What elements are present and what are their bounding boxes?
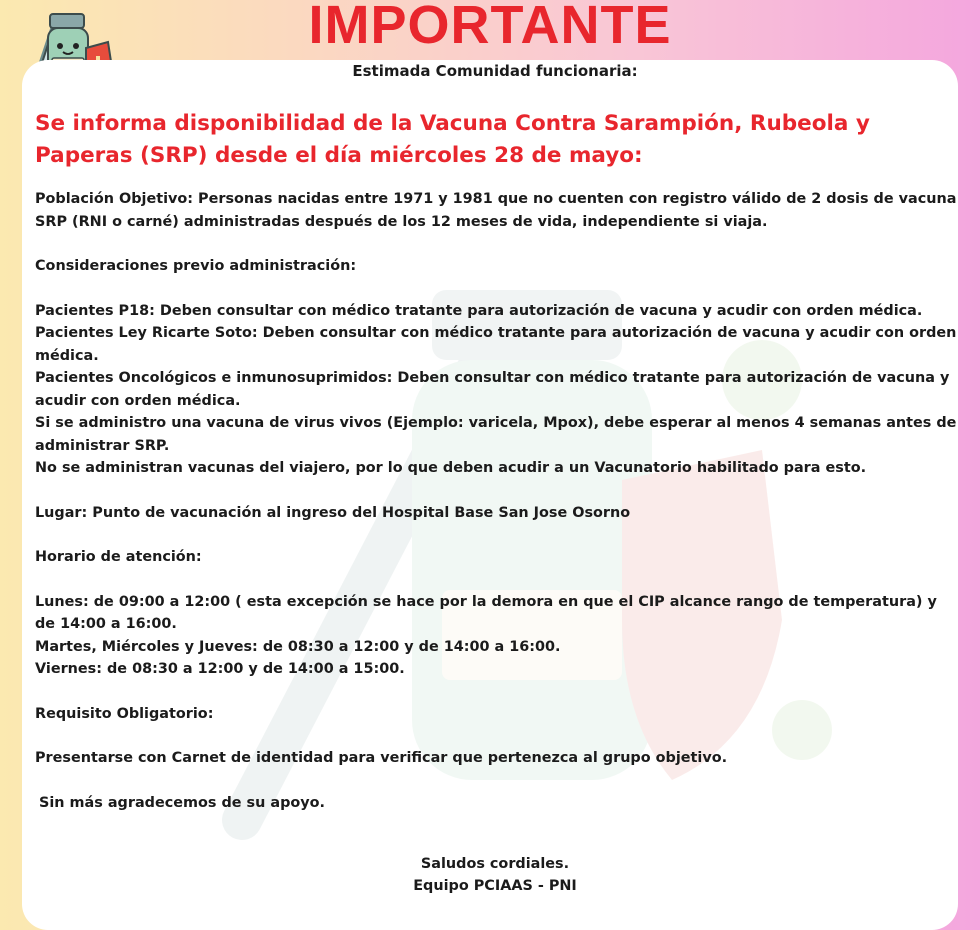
closing-greeting: Saludos cordiales. <box>420 856 570 872</box>
thanks-line: Sin más agradecemos de su apoyo. <box>39 794 325 811</box>
consideration-item: Pacientes Ley Ricarte Soto: Deben consultar con médico tratante para autorización de vacuna y acudir con orden médica. <box>35 325 957 364</box>
consideration-item: Pacientes Oncológicos e inmunosuprimidos: Deben consultar con médico tratante para autorización de vacuna y acudir con orden médica. <box>35 370 950 409</box>
notice-body <box>35 188 960 814</box>
signature: Equipo PCIAAS - PNI <box>413 878 577 894</box>
schedule-heading: Horario de atención: <box>35 549 202 565</box>
signoff <box>0 853 980 897</box>
considerations-heading: Consideraciones previo administración: <box>35 258 357 274</box>
schedule-item: Viernes: de 08:30 a 12:00 y de 14:00 a 15:00. <box>35 661 405 677</box>
schedule-item: Lunes: de 09:00 a 12:00 ( esta excepción se hace por la demora en que el CIP alcance rango de temperatura) y de 14:00 a 16:00. <box>35 593 937 632</box>
requirement-heading: Requisito Obligatorio: <box>35 705 214 722</box>
consideration-item: Pacientes P18: Deben consultar con médico tratante para autorización de vacuna y acudir con orden médica. <box>35 302 923 319</box>
consideration-item: No se administran vacunas del viajero, por lo que deben acudir a un Vacunatorio habilitado para esto. <box>35 460 867 476</box>
headline: Se informa disponibilidad de la Vacuna Contra Sarampión, Rubeola y Paperas (SRP) desde el día miércoles 28 de mayo: <box>35 111 870 168</box>
location: Lugar: Punto de vacunación al ingreso del Hospital Base San Jose Osorno <box>35 504 631 521</box>
target-population: Población Objetivo: Personas nacidas entre 1971 y 1981 que no cuenten con registro válido de 2 dosis de vacuna SRP (RNI o carné) administradas después de los 12 meses de vida, independiente si viaja. <box>35 191 957 230</box>
greeting: Estimada Comunidad funcionaria: <box>352 62 638 80</box>
schedule-item: Martes, Miércoles y Jueves: de 08:30 a 12:00 y de 14:00 a 16:00. <box>35 638 561 655</box>
notice-title: IMPORTANTE <box>308 0 672 55</box>
requirement: Presentarse con Carnet de identidad para verificar que pertenezca al grupo objetivo. <box>35 750 728 766</box>
consideration-item: Si se administro una vacuna de virus vivos (Ejemplo: varicela, Mpox), debe esperar al menos 4 semanas antes de administrar SRP. <box>35 415 957 454</box>
